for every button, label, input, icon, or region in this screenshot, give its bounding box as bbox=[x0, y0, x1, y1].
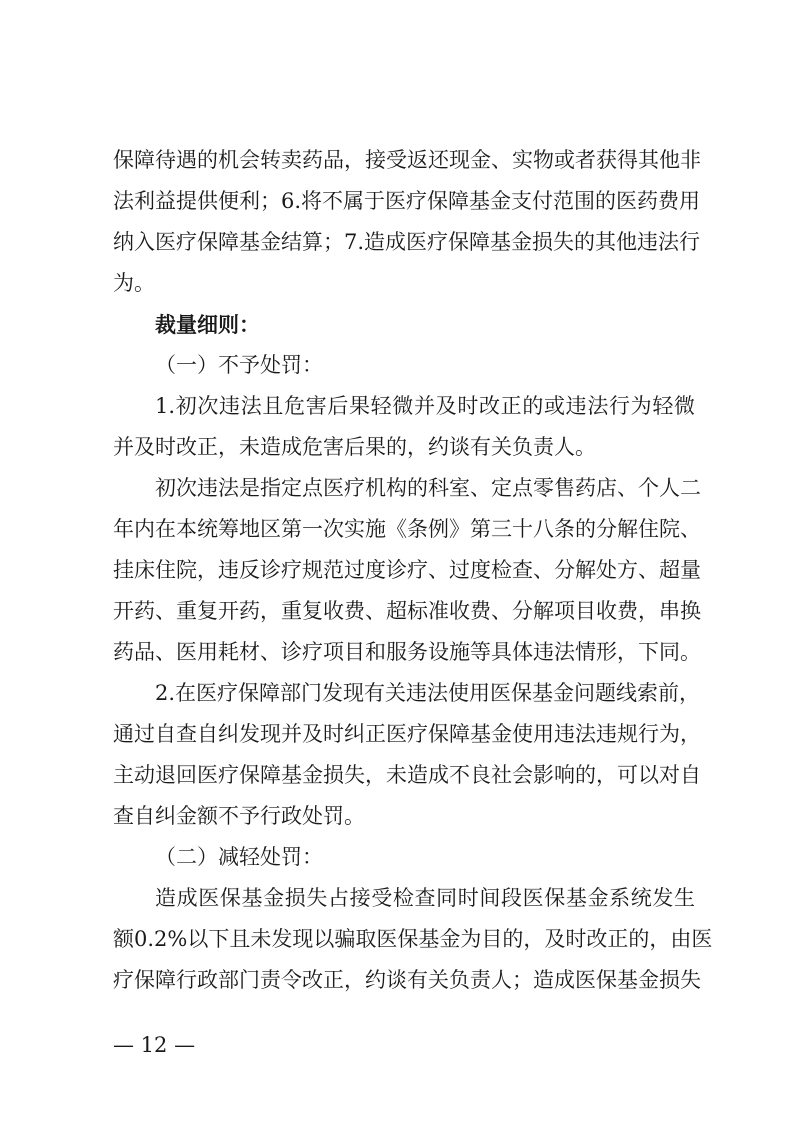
subsection-heading-no-penalty: （一）不予处罚： bbox=[155, 353, 323, 377]
paragraph-line: 开药、重复开药，重复收费、超标准收费、分解项目收费，串换 bbox=[113, 599, 701, 623]
paragraph-line: 年内在本统筹地区第一次实施《条例》第三十八条的分解住院、 bbox=[113, 517, 701, 541]
paragraph-line: 并及时改正，未造成危害后果的，约谈有关负责人。 bbox=[113, 435, 596, 459]
page-number: — 12 — bbox=[113, 1033, 196, 1057]
section-heading-discretion-rules: 裁量细则： bbox=[155, 312, 260, 337]
paragraph-line: 2.在医疗保障部门发现有关违法使用医保基金问题线索前， bbox=[155, 681, 701, 705]
paragraph-line: 初次违法是指定点医疗机构的科室、定点零售药店、个人二 bbox=[155, 476, 701, 500]
paragraph-line: 法利益提供便利；6.将不属于医疗保障基金支付范围的医药费用 bbox=[113, 189, 701, 213]
paragraph-line: 挂床住院，违反诊疗规范过度诊疗、过度检查、分解处方、超量 bbox=[113, 558, 701, 582]
paragraph-line: 1.初次违法且危害后果轻微并及时改正的或违法行为轻微 bbox=[155, 394, 695, 418]
subsection-heading-reduced-penalty: （二）减轻处罚： bbox=[155, 845, 323, 869]
paragraph-line: 为。 bbox=[113, 271, 155, 295]
paragraph-line: 疗保障行政部门责令改正，约谈有关负责人；造成医保基金损失 bbox=[113, 968, 701, 992]
paragraph-line: 造成医保基金损失占接受检查同时间段医保基金系统发生 bbox=[155, 886, 695, 910]
paragraph-line: 主动退回医疗保障基金损失，未造成不良社会影响的，可以对自 bbox=[113, 763, 701, 787]
paragraph-line: 查自纠金额不予行政处罚。 bbox=[113, 804, 365, 828]
paragraph-line: 额0.2%以下且未发现以骗取医保基金为目的，及时改正的，由医 bbox=[113, 927, 713, 951]
paragraph-line: 保障待遇的机会转卖药品，接受返还现金、实物或者获得其他非 bbox=[113, 148, 701, 172]
paragraph-line: 通过自查自纠发现并及时纠正医疗保障基金使用违法违规行为， bbox=[113, 722, 701, 746]
paragraph-line: 纳入医疗保障基金结算；7.造成医疗保障基金损失的其他违法行 bbox=[113, 230, 701, 254]
paragraph-line: 药品、医用耗材、诊疗项目和服务设施等具体违法情形，下同。 bbox=[113, 640, 701, 664]
